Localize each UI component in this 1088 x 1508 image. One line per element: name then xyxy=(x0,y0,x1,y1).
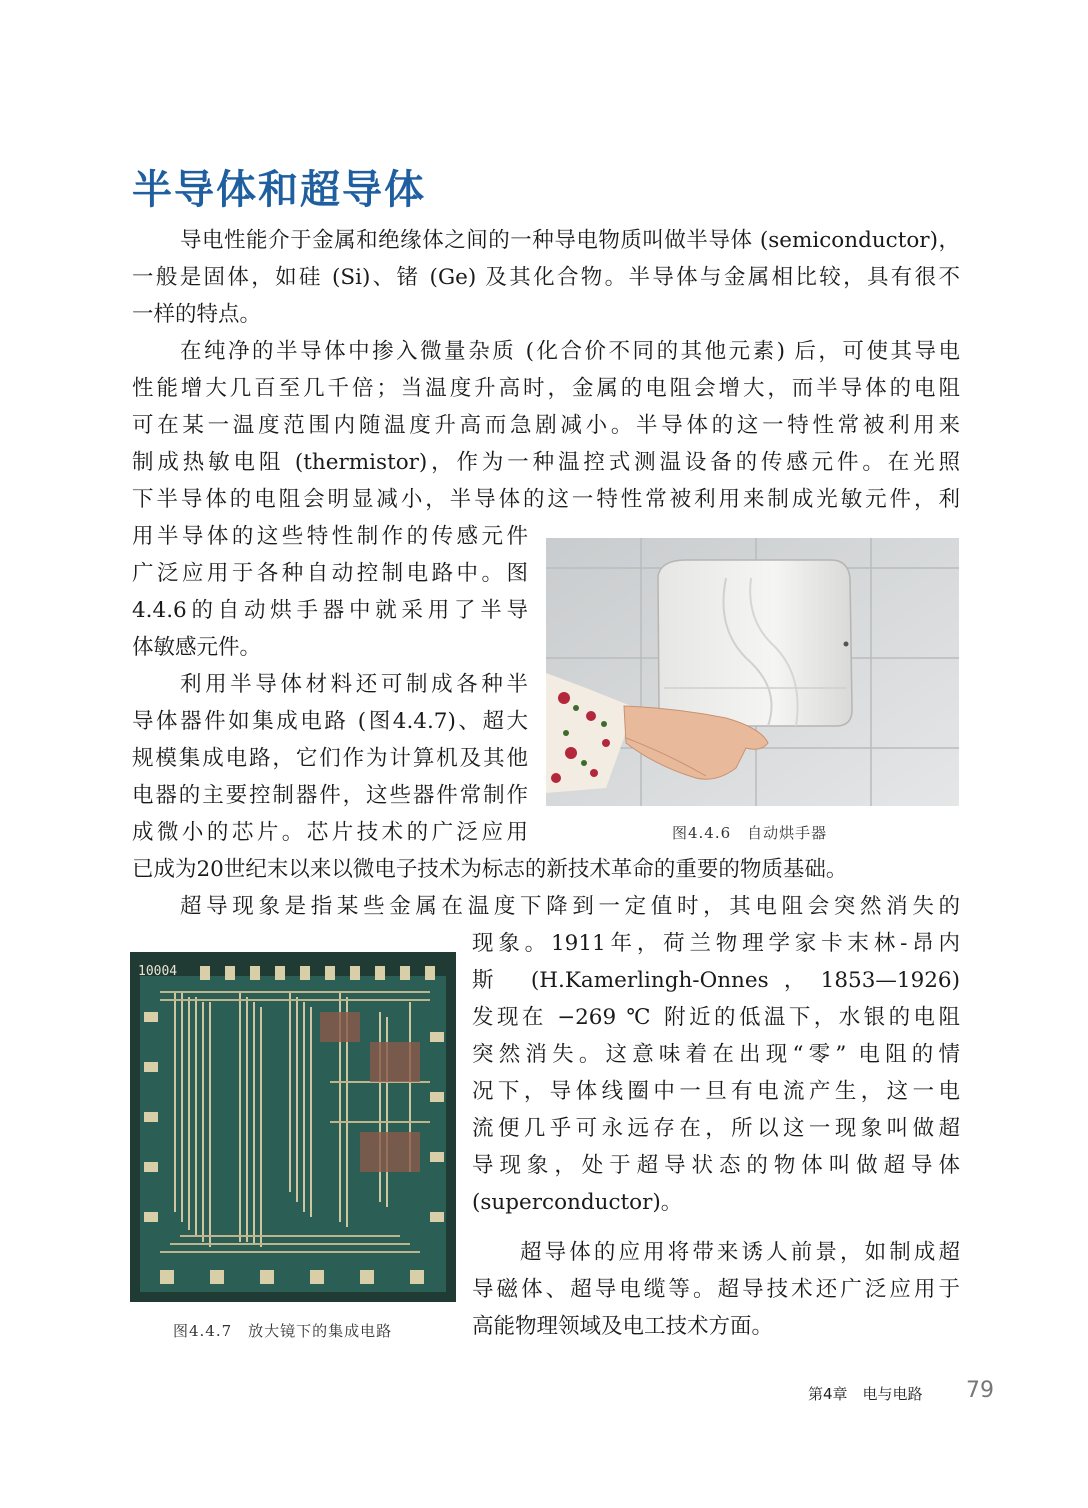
text-line: 突然消失。这意味着在出现“零” 电阻的情 xyxy=(472,1042,960,1067)
text-line: 用半导体的这些特性制作的传感元件 xyxy=(132,524,528,549)
text-line: 发现在 −269 ℃ 附近的低温下，水银的电阻 xyxy=(472,1005,960,1030)
text-line: 可在某一温度范围内随温度升高而急剧减小。半导体的这一特性常被利用来 xyxy=(132,413,960,438)
figure-caption: 图4.4.6 自动烘手器 xyxy=(672,824,828,842)
integrated-circuit-photo xyxy=(130,952,456,1302)
chip-label: 10004 xyxy=(138,964,178,979)
page-number: 79 xyxy=(966,1378,994,1403)
text-line: 况下，导体线圈中一旦有电流产生，这一电 xyxy=(472,1079,960,1104)
text-line: 广泛应用于各种自动控制电路中。图 xyxy=(132,561,528,586)
text-line: 已成为20世纪末以来以微电子技术为标志的新技术革命的重要的物质基础。 xyxy=(132,857,848,882)
text-line: (superconductor)。 xyxy=(472,1190,683,1215)
text-line: 成微小的芯片。芯片技术的广泛应用 xyxy=(132,820,528,845)
text-line: 规模集成电路，它们作为计算机及其他 xyxy=(132,746,528,771)
section-title: 半导体和超导体 xyxy=(132,167,426,213)
text-line: 现象。1911年，荷兰物理学家卡末林-昂内 xyxy=(472,931,960,956)
text-line: 超导体的应用将带来诱人前景，如制成超 xyxy=(520,1240,960,1265)
chapter-label: 第4章 电与电路 xyxy=(808,1385,923,1403)
text-line: 电器的主要控制器件，这些器件常制作 xyxy=(132,783,528,808)
text-line: 流便几乎可永远存在，所以这一现象叫做超 xyxy=(472,1116,960,1141)
figure-caption: 图4.4.7 放大镜下的集成电路 xyxy=(173,1322,393,1340)
text-line: 导现象，处于超导状态的物体叫做超导体 xyxy=(472,1153,960,1178)
hand-dryer-photo xyxy=(546,538,959,806)
text-line: 体敏感元件。 xyxy=(132,635,262,660)
text-line: 下半导体的电阻会明显减小，半导体的这一特性常被利用来制成光敏元件，利 xyxy=(132,487,960,512)
text-line: 性能增大几百至几千倍；当温度升高时，金属的电阻会增大，而半导体的电阻 xyxy=(132,376,960,401)
text-line: 导电性能介于金属和绝缘体之间的一种导电物质叫做半导体 (semiconductor)， xyxy=(180,228,960,253)
text-line: 在纯净的半导体中掺入微量杂质 (化合价不同的其他元素) 后，可使其导电 xyxy=(180,339,960,364)
text-line: 超导现象是指某些金属在温度下降到一定值时，其电阻会突然消失的 xyxy=(180,894,960,919)
text-line: 高能物理领域及电工技术方面。 xyxy=(472,1314,774,1339)
text-line: 导体器件如集成电路 (图4.4.7)、超大 xyxy=(132,709,528,734)
text-line: 4.4.6的自动烘手器中就采用了半导 xyxy=(132,598,528,623)
text-line: 导磁体、超导电缆等。超导技术还广泛应用于 xyxy=(472,1277,960,1302)
chip-icon xyxy=(130,952,456,1302)
text-line: 一样的特点。 xyxy=(132,302,262,327)
hand-dryer-icon xyxy=(546,538,959,806)
text-line: 利用半导体材料还可制成各种半 xyxy=(180,672,528,697)
text-line: 一般是固体，如硅 (Si)、锗 (Ge) 及其化合物。半导体与金属相比较，具有很不 xyxy=(132,265,960,290)
text-line: 斯 (H.Kamerlingh-Onnes，1853—1926) xyxy=(472,968,960,993)
text-line: 制成热敏电阻 (thermistor)，作为一种温控式测温设备的传感元件。在光照 xyxy=(132,450,960,475)
